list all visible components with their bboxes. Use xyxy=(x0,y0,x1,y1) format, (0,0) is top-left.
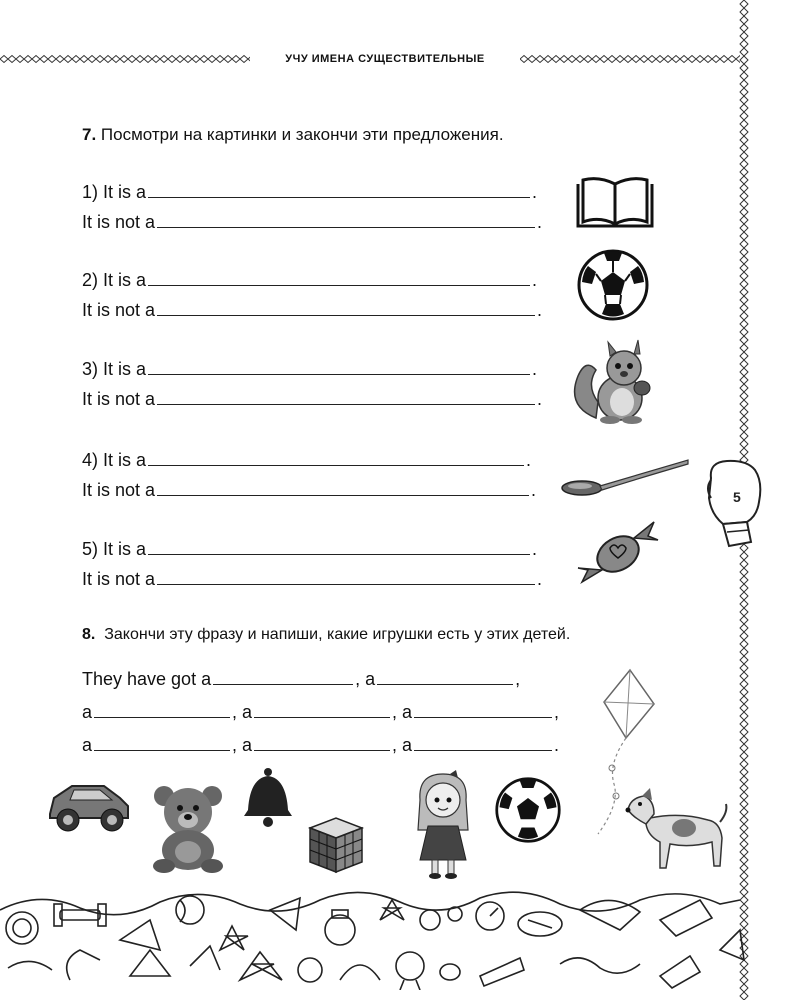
item-number: 3) xyxy=(82,359,99,379)
task7-item5-line1 xyxy=(82,537,537,560)
decorative-sports-doodle-border xyxy=(0,880,760,990)
sentence-start: They have got a xyxy=(82,669,212,689)
answer-blank[interactable] xyxy=(414,700,552,718)
sentence-end: . xyxy=(532,270,538,290)
teddy-bear-icon xyxy=(146,780,230,874)
task8-number: 8. xyxy=(82,626,96,643)
bell-icon xyxy=(240,766,296,828)
task7-item2-line2 xyxy=(82,298,542,321)
task7-item5-line2 xyxy=(82,567,542,590)
article: a xyxy=(82,702,93,722)
sentence-start: It is a xyxy=(103,270,147,290)
separator: , a xyxy=(392,735,413,755)
sentence-end: . xyxy=(537,389,543,409)
task8-heading xyxy=(82,625,570,645)
sentence-start: It is a xyxy=(103,539,147,559)
sentence-start: It is a xyxy=(103,182,147,202)
separator: , a xyxy=(232,702,253,722)
task7-instruction: Посмотри на картинки и закончи эти предложения. xyxy=(100,125,504,144)
open-book-icon xyxy=(574,174,656,232)
task7-item1-line2 xyxy=(82,210,542,233)
sentence-end: . xyxy=(531,480,537,500)
answer-blank[interactable] xyxy=(254,733,390,751)
candy-icon xyxy=(574,516,660,588)
answer-blank[interactable] xyxy=(213,667,353,685)
sentence-end: . xyxy=(532,182,538,202)
soccer-ball-icon xyxy=(494,776,562,844)
task8-line1 xyxy=(82,667,520,690)
dog-icon xyxy=(620,788,732,870)
item-number: 4) xyxy=(82,450,99,470)
answer-blank[interactable] xyxy=(148,448,524,466)
separator: , a xyxy=(392,702,413,722)
answer-blank[interactable] xyxy=(157,478,529,496)
sentence-end: . xyxy=(537,300,543,320)
answer-blank[interactable] xyxy=(94,700,230,718)
separator: , xyxy=(554,702,560,722)
answer-blank[interactable] xyxy=(254,700,390,718)
item-number: 5) xyxy=(82,539,99,559)
answer-blank[interactable] xyxy=(157,387,535,405)
boxing-glove-page-number xyxy=(703,458,765,550)
task7-heading xyxy=(82,125,504,145)
sentence-start: It is not a xyxy=(82,389,156,409)
page-number: 5 xyxy=(733,489,741,505)
sentence-start: It is not a xyxy=(82,300,156,320)
sentence-start: It is not a xyxy=(82,480,156,500)
separator: , a xyxy=(232,735,253,755)
item-number: 2) xyxy=(82,270,99,290)
header-title: УЧУ ИМЕНА СУЩЕСТВИТЕЛЬНЫЕ xyxy=(250,53,520,65)
sentence-end: . xyxy=(526,450,532,470)
item-number: 1) xyxy=(82,182,99,202)
answer-blank[interactable] xyxy=(148,180,530,198)
answer-blank[interactable] xyxy=(157,567,535,585)
task7-item4-line1 xyxy=(82,448,531,471)
answer-blank[interactable] xyxy=(414,733,552,751)
answer-blank[interactable] xyxy=(94,733,230,751)
rubik-cube-icon xyxy=(302,812,370,876)
sentence-start: It is not a xyxy=(82,569,156,589)
task8-line3 xyxy=(82,733,559,756)
answer-blank[interactable] xyxy=(157,298,535,316)
task7-item1-line1 xyxy=(82,180,537,203)
separator: . xyxy=(554,735,560,755)
answer-blank[interactable] xyxy=(148,357,530,375)
sentence-end: . xyxy=(532,539,538,559)
answer-blank[interactable] xyxy=(377,667,513,685)
answer-blank[interactable] xyxy=(148,537,530,555)
soccer-ball-icon xyxy=(576,248,650,322)
answer-blank[interactable] xyxy=(148,268,530,286)
separator: , a xyxy=(355,669,376,689)
sentence-end: . xyxy=(532,359,538,379)
answer-blank[interactable] xyxy=(157,210,535,228)
spoon-icon xyxy=(560,456,690,500)
task7-item3-line1 xyxy=(82,357,537,380)
task8-line2 xyxy=(82,700,559,723)
toy-car-icon xyxy=(44,772,134,836)
sentence-start: It is not a xyxy=(82,212,156,232)
sentence-start: It is a xyxy=(103,450,147,470)
task7-item3-line2 xyxy=(82,387,542,410)
task8-instruction: Закончи эту фразу и напиши, какие игрушки есть у этих детей. xyxy=(104,626,571,643)
article: a xyxy=(82,735,93,755)
task7-item2-line1 xyxy=(82,268,537,291)
sentence-end: . xyxy=(537,212,543,232)
squirrel-icon xyxy=(568,336,658,426)
sentence-end: . xyxy=(537,569,543,589)
sentence-start: It is a xyxy=(103,359,147,379)
separator: , xyxy=(515,669,521,689)
task7-item4-line2 xyxy=(82,478,536,501)
doll-icon xyxy=(410,770,476,880)
task7-number: 7. xyxy=(82,125,97,144)
